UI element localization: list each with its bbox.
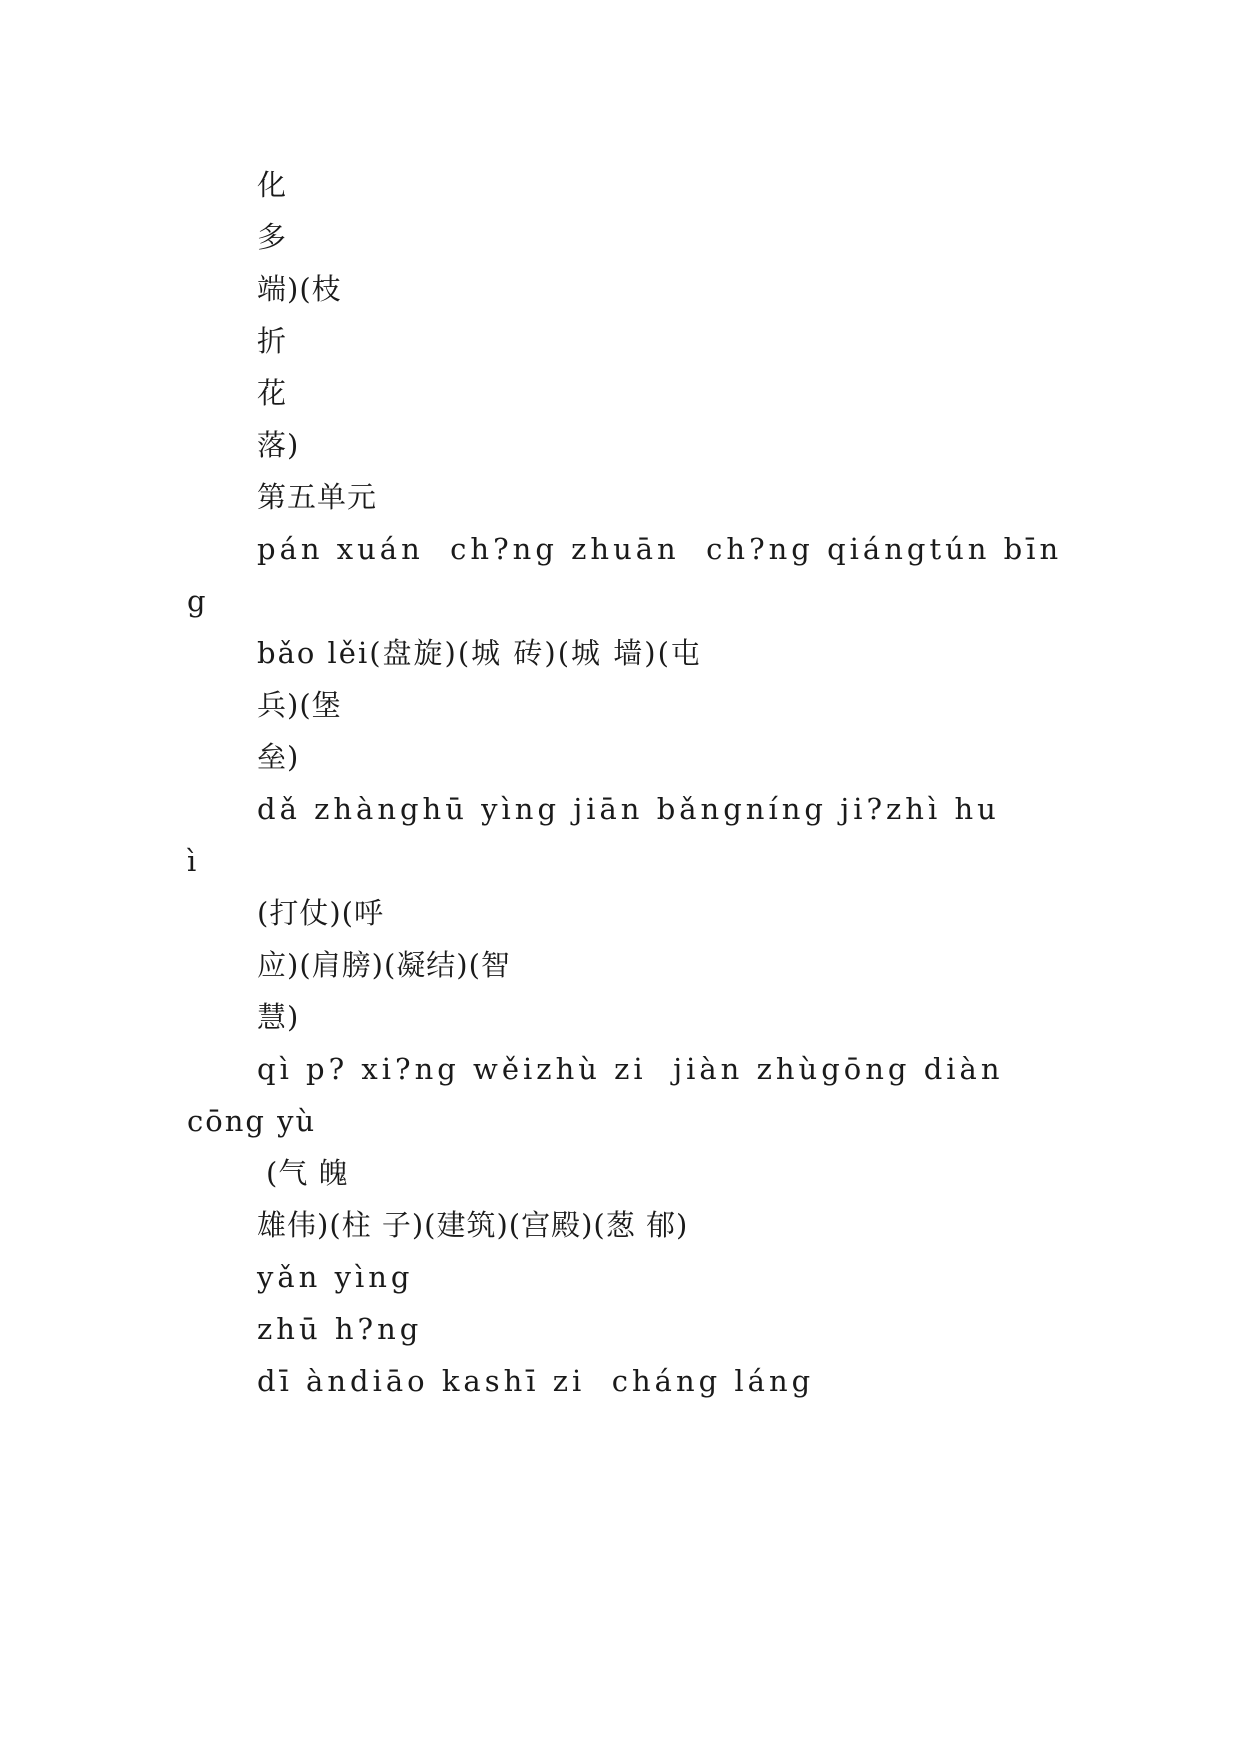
pinyin-line-3: qì p? xi?ng wěizhù zi jiàn zhùgōng diàn [257,1052,1004,1086]
section-heading: 第五单元 [257,480,378,514]
text-line-2: 多 [257,220,288,254]
text-line-12: 慧) [257,1000,300,1034]
text-line-5: 花 [257,376,288,410]
text-line-10: (打仗)(呼 [257,896,384,930]
pinyin-line-1-wrap: g [187,584,208,618]
pinyin-line-2-wrap: ì [187,844,199,878]
pinyin-line-3-wrap: cōng yù [187,1104,317,1138]
text-line-8: 兵)(堡 [257,688,342,722]
text-line-13: (气 魄 [266,1156,349,1190]
pinyin-line-6: dī àndiāo kashī zi cháng láng [257,1364,815,1398]
text-line-4: 折 [257,324,288,358]
pinyin-line-4: yǎn yìng [257,1260,414,1294]
pinyin-line-2: dǎ zhànghū yìng jiān bǎngníng ji?zhì hu [257,792,1000,826]
text-line-14: 雄伟)(柱 子)(建筑)(宫殿)(葱 郁) [257,1208,689,1242]
text-line-7: bǎo lěi(盘旋)(城 砖)(城 墙)(屯 [257,636,702,670]
pinyin-line-1: pán xuán ch?ng zhuān ch?ng qiángtún bīn [257,532,1063,566]
text-line-3: 端)(枝 [257,272,342,306]
text-line-9: 垒) [257,740,300,774]
text-line-11: 应)(肩膀)(凝结)(智 [257,948,511,982]
text-line-1: 化 [257,168,288,202]
text-line-6: 落) [257,428,300,462]
pinyin-line-5: zhū h?ng [257,1312,423,1346]
